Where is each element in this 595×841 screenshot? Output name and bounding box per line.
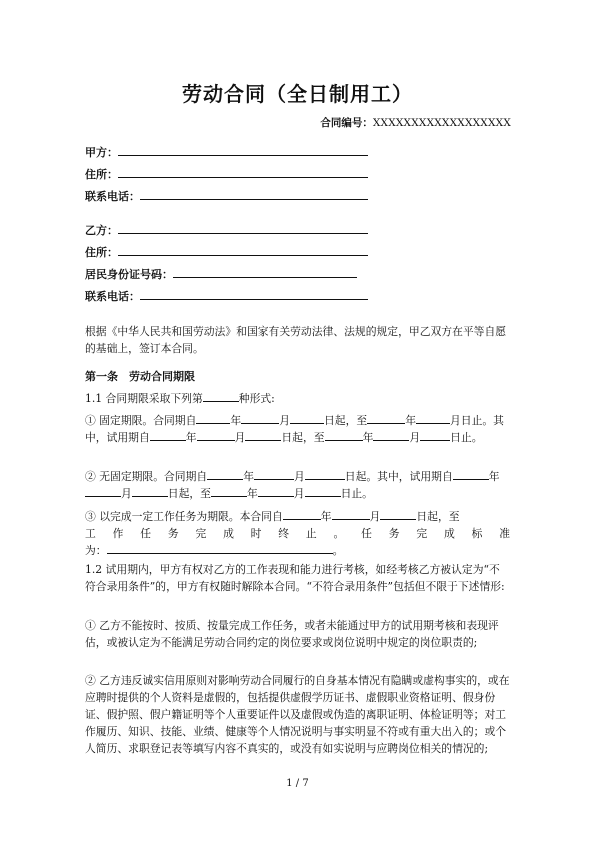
open-probation-end-year-blank[interactable] <box>211 485 247 497</box>
page-number: 1 / 7 <box>286 778 309 789</box>
fixed-start-year-blank[interactable] <box>196 412 230 424</box>
party-b-name-field[interactable] <box>85 221 368 239</box>
word-month: 月 <box>279 414 290 427</box>
contract-number-value: XXXXXXXXXXXXXXXXXX <box>372 117 511 129</box>
party-b-phone-line[interactable] <box>140 287 368 300</box>
intro-paragraph <box>85 323 510 357</box>
clause-1-1-pre: 1.1 合同期限采取下列第 <box>85 392 203 405</box>
fixed-end-month-blank[interactable] <box>416 412 450 424</box>
party-a-address-label: 住所： <box>85 168 118 181</box>
word-year: 年 <box>362 431 374 444</box>
open-start-year-blank[interactable] <box>207 468 243 480</box>
task-based-label: ③ 以完成一定工作任务为期限。本合同自 <box>85 510 283 523</box>
party-b-id-field[interactable] <box>85 265 357 283</box>
party-a-phone-label: 联系电话： <box>85 190 140 203</box>
condition-item-1 <box>85 617 510 651</box>
probation-end-day-blank[interactable] <box>420 429 450 441</box>
condition-item-1-text: ① 乙方不能按时、按质、按量完成工作任务，或者未能通过甲方的试用期考核和表现评估，或被认定为不能满足劳动合同约定的岗位要求或岗位说明中规定的岗位职责的; <box>85 619 499 649</box>
task-standard-end: 。 <box>332 544 344 557</box>
word-year: 年 <box>320 510 332 523</box>
party-b-address-label: 住所： <box>85 246 118 259</box>
word-day-start: 日起，至 <box>167 487 211 500</box>
open-ended-label: ② 无固定期限。合同期自 <box>85 470 208 483</box>
open-probation-end-day-blank[interactable] <box>305 485 341 497</box>
party-a-name-field[interactable] <box>85 143 368 161</box>
task-standard-label: 为： <box>85 544 107 557</box>
word-year: 年 <box>405 414 416 427</box>
fixed-end-year-blank[interactable] <box>367 412 405 424</box>
open-probation-end-month-blank[interactable] <box>258 485 294 497</box>
word-day-start: 日起，至 <box>281 431 325 444</box>
probation-start-year-blank[interactable] <box>150 429 186 441</box>
word-month: 月 <box>234 431 246 444</box>
word-month: 月 <box>294 470 305 483</box>
party-b-name-label: 乙方： <box>85 224 118 237</box>
option-open-ended <box>85 468 510 502</box>
party-b-phone-field[interactable] <box>85 287 368 305</box>
party-a-phone-line[interactable] <box>140 187 368 200</box>
word-year: 年 <box>185 431 197 444</box>
probation-start-month-blank[interactable] <box>197 429 235 441</box>
intro-text: 根据《中华人民共和国劳动法》和国家有关劳动法律、法规的规定，甲乙双方在平等自愿的基础上，签订本合同。 <box>85 325 507 355</box>
contract-number-label: 合同编号： <box>320 117 373 129</box>
word-year: 年 <box>488 470 500 483</box>
open-probation-start-year-blank[interactable] <box>453 468 489 480</box>
word-month: 月 <box>449 414 461 427</box>
article-1-heading: 第一条 劳动合同期限 <box>85 370 195 383</box>
word-year: 年 <box>230 414 242 427</box>
party-b-address-field[interactable] <box>85 243 368 261</box>
word-day-start: 日起，至 <box>416 510 460 523</box>
open-start-month-blank[interactable] <box>254 468 294 480</box>
option-fixed-term <box>85 412 510 446</box>
word-month: 月 <box>293 487 305 500</box>
fixed-term-label: ① 固定期限。合同期自 <box>85 414 197 427</box>
fixed-start-day-blank[interactable] <box>290 412 324 424</box>
word-month: 月 <box>121 487 132 500</box>
party-a-name-line[interactable] <box>118 143 368 156</box>
task-completion-line: 工 作 任 务 完 成 时 终 止 。 任 务 完 成 标 准 <box>85 527 510 540</box>
word-day-start: 日起，至 <box>324 414 368 427</box>
option-task-based <box>85 508 510 559</box>
task-start-year-blank[interactable] <box>283 508 321 520</box>
probation-end-year-blank[interactable] <box>325 429 363 441</box>
clause-1-2 <box>85 561 510 595</box>
party-b-name-line[interactable] <box>118 221 368 234</box>
word-month: 月 <box>409 431 421 444</box>
probation-end-month-blank[interactable] <box>373 429 409 441</box>
open-probation-start-day-blank[interactable] <box>132 485 168 497</box>
party-b-id-label: 居民身份证号码： <box>85 268 173 281</box>
word-day-end: 日止。 <box>450 431 483 444</box>
party-b-phone-label: 联系电话： <box>85 290 140 303</box>
fixed-term-mid: 日止。其中，试用期自 <box>85 414 504 444</box>
page-title: 劳动合同（全日制用工） <box>182 82 413 106</box>
open-start-day-blank[interactable] <box>305 468 345 480</box>
task-start-day-blank[interactable] <box>380 508 416 520</box>
task-standard-blank[interactable] <box>107 542 333 554</box>
probation-start-day-blank[interactable] <box>245 429 281 441</box>
word-month: 月 <box>369 510 381 523</box>
party-a-address-field[interactable] <box>85 165 368 183</box>
clause-1-1 <box>85 390 510 407</box>
open-ended-mid: 日起。其中，试用期自 <box>344 470 453 483</box>
condition-item-2 <box>85 672 510 757</box>
contract-number <box>320 115 511 130</box>
task-start-month-blank[interactable] <box>332 508 370 520</box>
form-choice-blank[interactable] <box>203 390 239 402</box>
party-a-address-line[interactable] <box>118 165 368 178</box>
clause-1-2-text: 1.2 试用期内，甲方有权对乙方的工作表现和能力进行考核，如经考核乙方被认定为“不符合录用条件”的，甲方有权随时解除本合同。“不符合录用条件”包括但不限于下述情形: <box>85 563 505 593</box>
party-a-phone-field[interactable] <box>85 187 368 205</box>
fixed-start-month-blank[interactable] <box>241 412 279 424</box>
party-b-id-line[interactable] <box>173 265 357 278</box>
word-year: 年 <box>243 470 254 483</box>
party-b-address-line[interactable] <box>118 243 368 256</box>
word-day-end: 日止。 <box>340 487 373 500</box>
party-a-name-label: 甲方： <box>85 146 118 159</box>
open-probation-start-month-blank[interactable] <box>85 485 121 497</box>
article-1 <box>85 368 510 385</box>
condition-item-2-text: ② 乙方违反诚实信用原则对影响劳动合同履行的自身基本情况有隐瞒或虚构事实的，或在应聘时提供的个人资料是虚假的，包括提供虚假学历证书、虚假职业资格证明、假身份证、假护照、假户籍证明等个人重要证件以及虚假或伪造的离职证明、体检证明等；对工作履历、知识、技能、业绩、健康等个人情况说明与事实明显不符或有重大出入的；或个人简历、求职登记表等填写内容不真实的，或没有如实说明与应聘岗位相关的情况的; <box>85 674 510 755</box>
clause-1-1-post: 种形式: <box>238 392 275 405</box>
word-year: 年 <box>246 487 258 500</box>
